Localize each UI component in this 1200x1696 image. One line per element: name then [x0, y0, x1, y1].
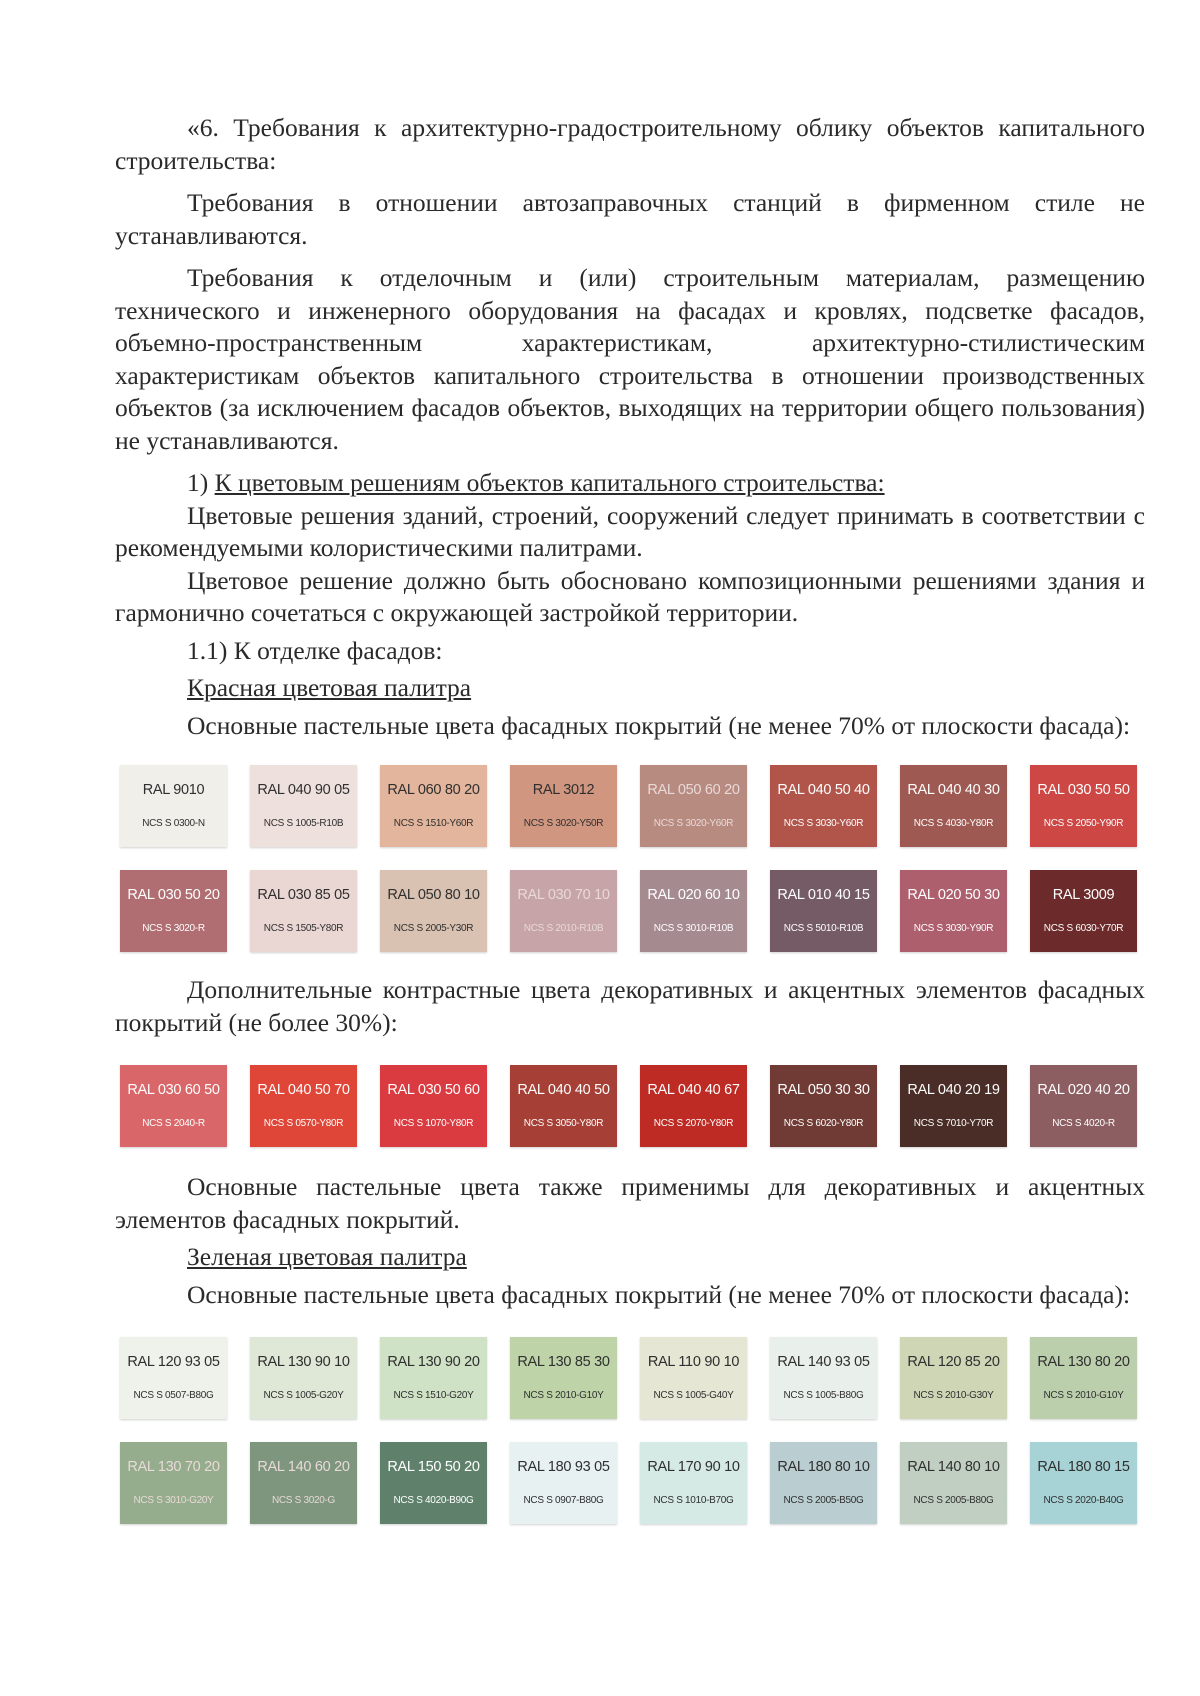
swatch-ral-code: RAL 120 85 20 [907, 1354, 1000, 1370]
swatch-ncs-code: NCS S 2040-R [142, 1118, 205, 1129]
color-swatch [250, 1337, 357, 1419]
swatch-ral-code: RAL 040 50 40 [777, 782, 870, 798]
swatch-ncs-code: NCS S 2010-G10Y [1043, 1390, 1124, 1401]
swatch-ral-code: RAL 030 60 50 [127, 1082, 220, 1098]
swatch-ncs-code: NCS S 2010-R10B [523, 923, 604, 934]
color-swatch [900, 1337, 1007, 1419]
red-palette-heading: Красная цветовая палитра [187, 673, 472, 702]
color-swatch [380, 765, 487, 847]
color-swatch [640, 765, 747, 847]
color-swatch [380, 1065, 487, 1147]
swatch-ncs-code: NCS S 1005-B80G [783, 1390, 864, 1401]
color-solutions-title: К цветовым решениям объектов капитального строительства: [214, 468, 885, 497]
swatch-ral-code: RAL 120 93 05 [127, 1354, 220, 1370]
color-swatch [250, 1065, 357, 1147]
swatch-ral-code: RAL 030 50 20 [127, 887, 220, 903]
swatch-ral-code: RAL 030 50 60 [387, 1082, 480, 1098]
color-swatch [510, 1065, 617, 1147]
green-palette-heading: Зеленая цветовая палитра [187, 1242, 467, 1271]
color-swatch [900, 870, 1007, 952]
swatch-ral-code: RAL 050 80 10 [387, 887, 480, 903]
color-swatch [510, 1337, 617, 1419]
swatch-ral-code: RAL 180 93 05 [517, 1459, 610, 1475]
color-swatch [640, 1337, 747, 1419]
red-accent-caption: Дополнительные контрастные цвета декоративных и акцентных элементов фасадных покрытий (не более 30%): [115, 975, 1145, 1037]
color-swatch [250, 765, 357, 847]
swatch-ral-code: RAL 030 50 50 [1037, 782, 1130, 798]
swatch-ncs-code: NCS S 1510-G20Y [393, 1390, 474, 1401]
swatch-ncs-code: NCS S 2005-B50G [783, 1495, 864, 1506]
swatch-ncs-code: NCS S 3010-G20Y [133, 1495, 214, 1506]
color-swatch [900, 1065, 1007, 1147]
swatch-ral-code: RAL 040 40 30 [907, 782, 1000, 798]
swatch-ral-code: RAL 030 70 10 [517, 887, 610, 903]
color-swatch [380, 1337, 487, 1419]
swatch-ral-code: RAL 140 60 20 [257, 1459, 350, 1475]
swatch-ncs-code: NCS S 3020-R [142, 923, 205, 934]
swatch-ral-code: RAL 130 70 20 [127, 1459, 220, 1475]
swatch-ncs-code: NCS S 1010-B70G [653, 1495, 734, 1506]
list-number: 1) [187, 468, 209, 497]
swatch-ncs-code: NCS S 3020-Y60R [653, 818, 734, 829]
swatch-ncs-code: NCS S 2010-G10Y [523, 1390, 604, 1401]
paragraph-color-solutions-heading [115, 467, 1145, 500]
swatch-ncs-code: NCS S 3030-Y90R [913, 923, 994, 934]
swatch-ral-code: RAL 020 60 10 [647, 887, 740, 903]
color-swatch [380, 870, 487, 952]
color-swatch [770, 1442, 877, 1524]
swatch-ral-code: RAL 050 30 30 [777, 1082, 870, 1098]
color-swatch [120, 1442, 227, 1524]
color-swatch [770, 765, 877, 847]
swatch-ral-code: RAL 170 90 10 [647, 1459, 740, 1475]
swatch-ncs-code: NCS S 2020-B40G [1043, 1495, 1124, 1506]
color-swatch [1030, 1337, 1137, 1419]
swatch-ncs-code: NCS S 3010-R10B [653, 923, 734, 934]
color-swatch [770, 1337, 877, 1419]
paragraph-composition: Цветовое решение должно быть обосновано композиционными решениями здания и гармонично сочетаться с окружающей застройкой территории. [115, 565, 1145, 627]
swatch-ral-code: RAL 040 90 05 [257, 782, 350, 798]
swatch-ral-code: RAL 040 40 67 [647, 1082, 740, 1098]
green-main-palette [120, 1337, 1145, 1524]
swatch-ral-code: RAL 060 80 20 [387, 782, 480, 798]
color-swatch [640, 1442, 747, 1524]
swatch-ncs-code: NCS S 2070-Y80R [653, 1118, 734, 1129]
swatch-ncs-code: NCS S 7010-Y70R [913, 1118, 994, 1129]
color-swatch [1030, 1065, 1137, 1147]
red-main-caption: Основные пастельные цвета фасадных покрытий (не менее 70% от плоскости фасада): [187, 710, 1131, 740]
swatch-ncs-code: NCS S 1070-Y80R [393, 1118, 474, 1129]
swatch-ncs-code: NCS S 1005-G40Y [653, 1390, 734, 1401]
color-swatch [1030, 765, 1137, 847]
swatch-ral-code: RAL 3012 [532, 782, 595, 798]
green-main-caption: Основные пастельные цвета фасадных покрытий (не менее 70% от плоскости фасада): [187, 1279, 1131, 1309]
color-swatch [510, 870, 617, 952]
document-page [115, 112, 1145, 1524]
color-swatch [250, 870, 357, 952]
red-accent-palette [120, 1065, 1145, 1147]
swatch-ral-code: RAL 140 80 10 [907, 1459, 1000, 1475]
swatch-ral-code: RAL 030 85 05 [257, 887, 350, 903]
paragraph-production-objects: Требования к отделочным и (или) строительным материалам, размещению технического и инженерного оборудования на фасадах и кровлях, подсветке фасадов, объемно-пространственным характеристикам, архитектурно-стилистическим характеристикам объектов капитального строительства в отношении производственных объектов (за исключением фасадов объектов, выходящих на территории общего пользования) не устанавливаются. [115, 263, 1145, 455]
swatch-ncs-code: NCS S 2050-Y90R [1043, 818, 1124, 829]
color-swatch [640, 1065, 747, 1147]
color-swatch [900, 1442, 1007, 1524]
swatch-ncs-code: NCS S 1505-Y80R [263, 923, 344, 934]
color-swatch [120, 870, 227, 952]
swatch-ral-code: RAL 040 40 50 [517, 1082, 610, 1098]
swatch-ncs-code: NCS S 6020-Y80R [783, 1118, 864, 1129]
color-swatch [120, 765, 227, 847]
swatch-ral-code: RAL 150 50 20 [387, 1459, 480, 1475]
color-swatch [510, 1442, 617, 1524]
color-swatch [770, 1065, 877, 1147]
swatch-ral-code: RAL 130 90 20 [387, 1354, 480, 1370]
swatch-ncs-code: NCS S 3020-Y50R [523, 818, 604, 829]
swatch-ncs-code: NCS S 0907-B80G [523, 1495, 604, 1506]
color-swatch [120, 1337, 227, 1419]
section-heading: «6. Требования к архитектурно-градостроительному облику объектов капитального строительства: [115, 113, 1145, 175]
swatch-ncs-code: NCS S 1510-Y60R [393, 818, 474, 829]
swatch-ncs-code: NCS S 1005-G20Y [263, 1390, 344, 1401]
swatch-ral-code: RAL 020 50 30 [907, 887, 1000, 903]
swatch-ncs-code: NCS S 4030-Y80R [913, 818, 994, 829]
swatch-ncs-code: NCS S 1005-R10B [263, 818, 344, 829]
swatch-ral-code: RAL 110 90 10 [647, 1354, 740, 1370]
swatch-ral-code: RAL 130 80 20 [1037, 1354, 1130, 1370]
swatch-ncs-code: NCS S 3030-Y60R [783, 818, 864, 829]
swatch-ral-code: RAL 180 80 10 [777, 1459, 870, 1475]
swatch-ral-code: RAL 9010 [142, 782, 205, 798]
swatch-ral-code: RAL 3009 [1052, 887, 1115, 903]
swatch-ncs-code: NCS S 0507-B80G [133, 1390, 214, 1401]
swatch-ncs-code: NCS S 2005-Y30R [393, 923, 474, 934]
color-swatch [770, 870, 877, 952]
swatch-ncs-code: NCS S 6030-Y70R [1043, 923, 1124, 934]
swatch-ncs-code: NCS S 2010-G30Y [913, 1390, 994, 1401]
swatch-ncs-code: NCS S 0300-N [142, 818, 205, 829]
swatch-ncs-code: NCS S 5010-R10B [783, 923, 864, 934]
color-swatch [120, 1065, 227, 1147]
swatch-ral-code: RAL 180 80 15 [1037, 1459, 1130, 1475]
paragraph-gas-stations: Требования в отношении автозаправочных станций в фирменном стиле не устанавливаются. [115, 188, 1145, 250]
color-swatch [1030, 1442, 1137, 1524]
swatch-ncs-code: NCS S 3020-G [271, 1495, 336, 1506]
swatch-ral-code: RAL 040 50 70 [257, 1082, 350, 1098]
swatch-ncs-code: NCS S 4020-B90G [393, 1495, 474, 1506]
color-swatch [250, 1442, 357, 1524]
subsection-facades: 1.1) К отделке фасадов: [187, 635, 443, 665]
color-swatch [1030, 870, 1137, 952]
swatch-ral-code: RAL 140 93 05 [777, 1354, 870, 1370]
red-note: Основные пастельные цвета также применимы для декоративных и акцентных элементов фасадных покрытий. [115, 1172, 1145, 1234]
swatch-ral-code: RAL 130 85 30 [517, 1354, 610, 1370]
swatch-ncs-code: NCS S 2005-B80G [913, 1495, 994, 1506]
swatch-ral-code: RAL 020 40 20 [1037, 1082, 1130, 1098]
swatch-ral-code: RAL 010 40 15 [777, 887, 870, 903]
swatch-ncs-code: NCS S 4020-R [1052, 1118, 1115, 1129]
color-swatch [640, 870, 747, 952]
color-swatch [900, 765, 1007, 847]
swatch-ncs-code: NCS S 3050-Y80R [523, 1118, 604, 1129]
red-main-palette [120, 765, 1145, 952]
swatch-ral-code: RAL 050 60 20 [647, 782, 740, 798]
color-swatch [380, 1442, 487, 1524]
swatch-ncs-code: NCS S 0570-Y80R [263, 1118, 344, 1129]
swatch-ral-code: RAL 040 20 19 [907, 1082, 1000, 1098]
color-swatch [510, 765, 617, 847]
swatch-ral-code: RAL 130 90 10 [257, 1354, 350, 1370]
paragraph-color-palettes: Цветовые решения зданий, строений, сооружений следует принимать в соответствии с рекомендуемыми колористическими палитрами. [115, 500, 1145, 562]
